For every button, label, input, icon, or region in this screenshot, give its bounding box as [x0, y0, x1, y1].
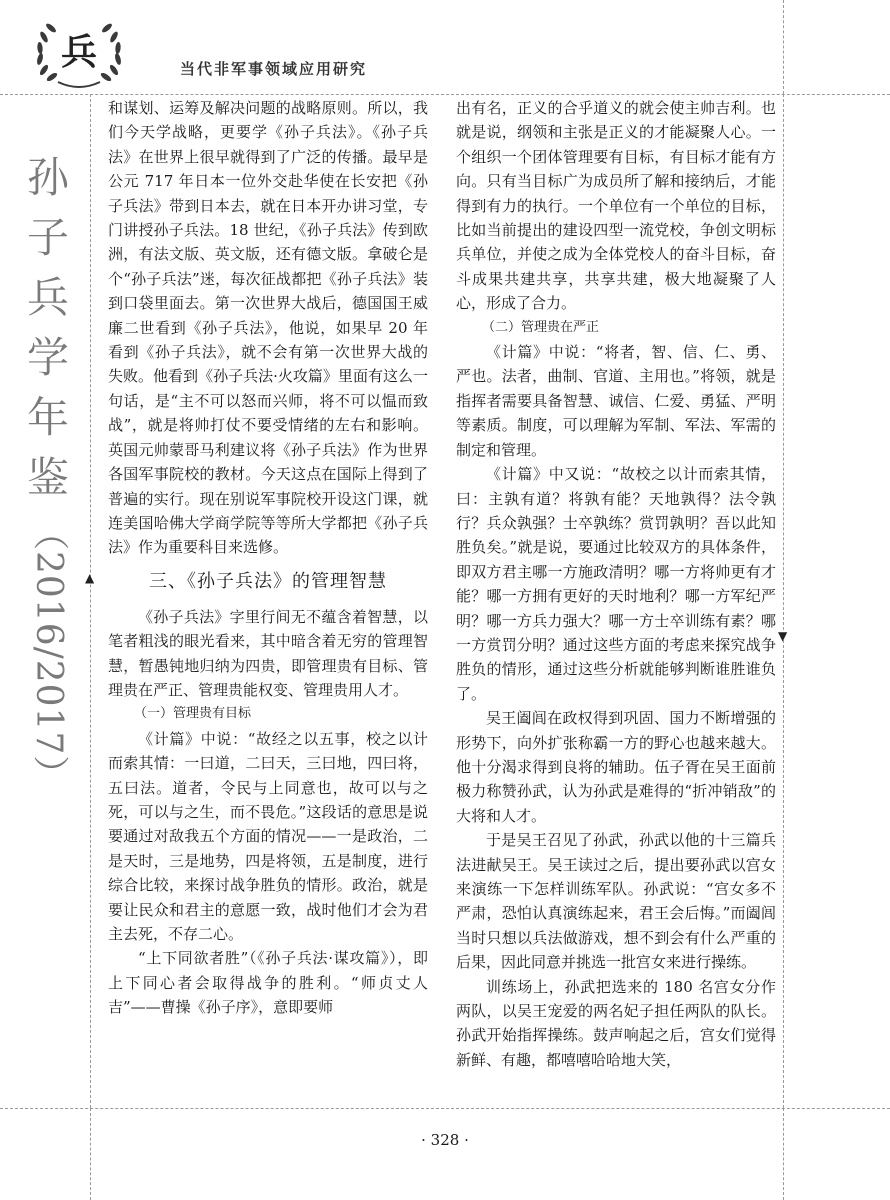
paragraph: 出有名，正义的合乎道义的就会使主帅吉利。也就是说，纲领和主张是正义的才能凝聚人心。一个组织一个团体管理要有目标，有目标才能有方向。只有当目标广为成员所了解和接纳后，才能得到有力的执行。一个单位有一个单位的目标，比如当前提出的建设四型一流党校，争创文明标兵单位，并使之成为全体党校人的奋斗目标，奋斗成果共建共享，共享共建，极大地凝聚了人心，形成了合力。: [456, 99, 776, 313]
paragraph: 《计篇》中说：“故经之以五事，校之以计而索其情：一曰道，二曰天，三曰地，四曰将，五曰法。道者，令民与上同意也，故可以与之死，可以与之生，而不畏危。”这段话的意思是说要通过对敌我五个方面的情况——一是政治，二是天时，三是地势，四是将领，五是制度，进行综合比较，来探讨战争胜负的情形。政治，就是要让民众和君主的意愿一致，战时他们才会为君主去死，不存二心。: [108, 729, 428, 943]
side-title: [18, 148, 78, 792]
right-guide-mid: [783, 94, 784, 630]
side-title-char: 子: [26, 213, 69, 262]
paragraph: 吴王阖闾在政权得到巩固、国力不断增强的形势下，向外扩张称霸一方的野心也越来越大。他十分渴求得到良将的辅助。伍子胥在吴王面前极力称赞孙武，认为孙武是难得的“折冲销敌”的大将和人才。: [456, 709, 776, 825]
side-title-char: 学: [26, 333, 69, 382]
section-heading: 三、《孙子兵法》的管理智慧: [149, 570, 387, 592]
subsection-heading: （一）管理贵有目标: [134, 706, 252, 722]
right-guide-bottom: [783, 640, 784, 1108]
paragraph: 训练场上，孙武把选来的 180 名宫女分作两队，以吴王宠爱的两名妃子担任两队的队长。孙武开始指挥操练。鼓声响起之后，宫女们觉得新鲜、有趣，都嘻嘻哈哈地大笑，: [456, 977, 776, 1069]
paragraph: 《计篇》中又说：“故校之以计而索其情，曰：主孰有道？将孰有能？天地孰得？法令孰行？兵众孰强？士卒孰练？赏罚孰明？吾以此知胜负矣。”就是说，要通过比较双方的具体条件，即双方君主哪一方施政清明？哪一方将帅更有才能？哪一方拥有更好的天时地利？哪一方军纪严明？哪一方兵力强大？哪一方士卒训练有素？哪一方赏罚分明？通过这些方面的考虑来探究战争胜负的情形，通过这些分析就能够判断谁胜谁负了。: [456, 465, 776, 703]
right-column-marker: ▼: [778, 629, 788, 643]
side-title-char: 鉴: [26, 453, 69, 502]
left-column-marker: ▲: [85, 571, 95, 585]
right-guide-footer: [783, 1108, 784, 1200]
side-title-char: 兵: [26, 273, 69, 322]
laurel-wreath-emblem-icon: [28, 14, 130, 94]
page-number: · 328 ·: [421, 1131, 469, 1149]
left-guide-footer: [90, 1108, 91, 1200]
paragraph: “上下同欲者胜”（《孙子兵法·谋攻篇》），即上下同心者会取得战争的胜利。“师贞丈人吉”——曹操《孙子序》，意即要师: [108, 949, 428, 1017]
side-title-year: （2016/2017）: [28, 514, 69, 793]
header-rule: [0, 94, 890, 95]
side-title-char: 年: [26, 393, 69, 442]
right-guide-top: [783, 0, 784, 94]
subsection-heading: （二）管理贵在严正: [482, 319, 600, 335]
left-column: [108, 96, 428, 1020]
side-title-char: 孙: [26, 153, 69, 202]
paragraph: 于是吴王召见了孙武，孙武以他的十三篇兵法进献吴王。吴王读过之后，提出要孙武以宫女来演练一下怎样训练军队。孙武说：“宫女多不严肃，恐怕认真演练起来，君王会后悔。”而阖闾当时只想以兵法做游戏，想不到会有什么严重的后果，因此同意并挑选一批宫女来进行操练。: [456, 831, 776, 972]
running-header: 当代非军事领域应用研究: [180, 60, 368, 78]
paragraph: 和谋划、运筹及解决问题的战略原则。所以，我们今天学战略，更要学《孙子兵法》。《孙子兵法》在世界上很早就得到了广泛的传播。最早是公元 717 年日本一位外交赴华使在长安把《孙子兵法》带到日本去，就在日本开办讲习堂，专门讲授孙子兵法。18 世纪，《孙子兵法》传到欧洲，有法文版、英文版，还有德文版。拿破仑是个“孙子兵法”迷，每次征战都把《孙子兵法》装到口袋里面去。第一次世界大战后，德国国王威廉二世看到《孙子兵法》，他说，如果早 20 年看到《孙子兵法》，就不会有第一次世界大战的失败。他看到《孙子兵法·火攻篇》里面有这么一句话，是“主不可以怒而兴师，将不可以愠而致战”，就是将帅打仗不要受情绪的左右和影响。英国元帅蒙哥马利建议将《孙子兵法》作为世界各国军事院校的教材。今天这点在国际上得到了普遍的实行。现在别说军事院校开设这门课，就连美国哈佛大学商学院等等所大学都把《孙子兵法》作为重要科目来选修。: [108, 99, 428, 557]
footer-rule: [0, 1108, 890, 1109]
right-column: [456, 96, 776, 1072]
left-margin-rule: [90, 94, 91, 1108]
logo-glyph: 兵: [60, 32, 98, 73]
paragraph: 《孙子兵法》字里行间无不蕴含着智慧，以笔者粗浅的眼光看来，其中暗含着无穷的管理智慧，暂愚钝地归纳为四贵，即管理贵有目标、管理贵在严正、管理贵能权变、管理贵用人才。: [108, 607, 428, 699]
paragraph: 《计篇》中说：“将者，智、信、仁、勇、严也。法者，曲制、官道、主用也。”将领，就是指挥者需要具备智慧、诚信、仁爱、勇猛、严明等素质。制度，可以理解为军制、军法、军需的制定和管理。: [456, 343, 776, 459]
